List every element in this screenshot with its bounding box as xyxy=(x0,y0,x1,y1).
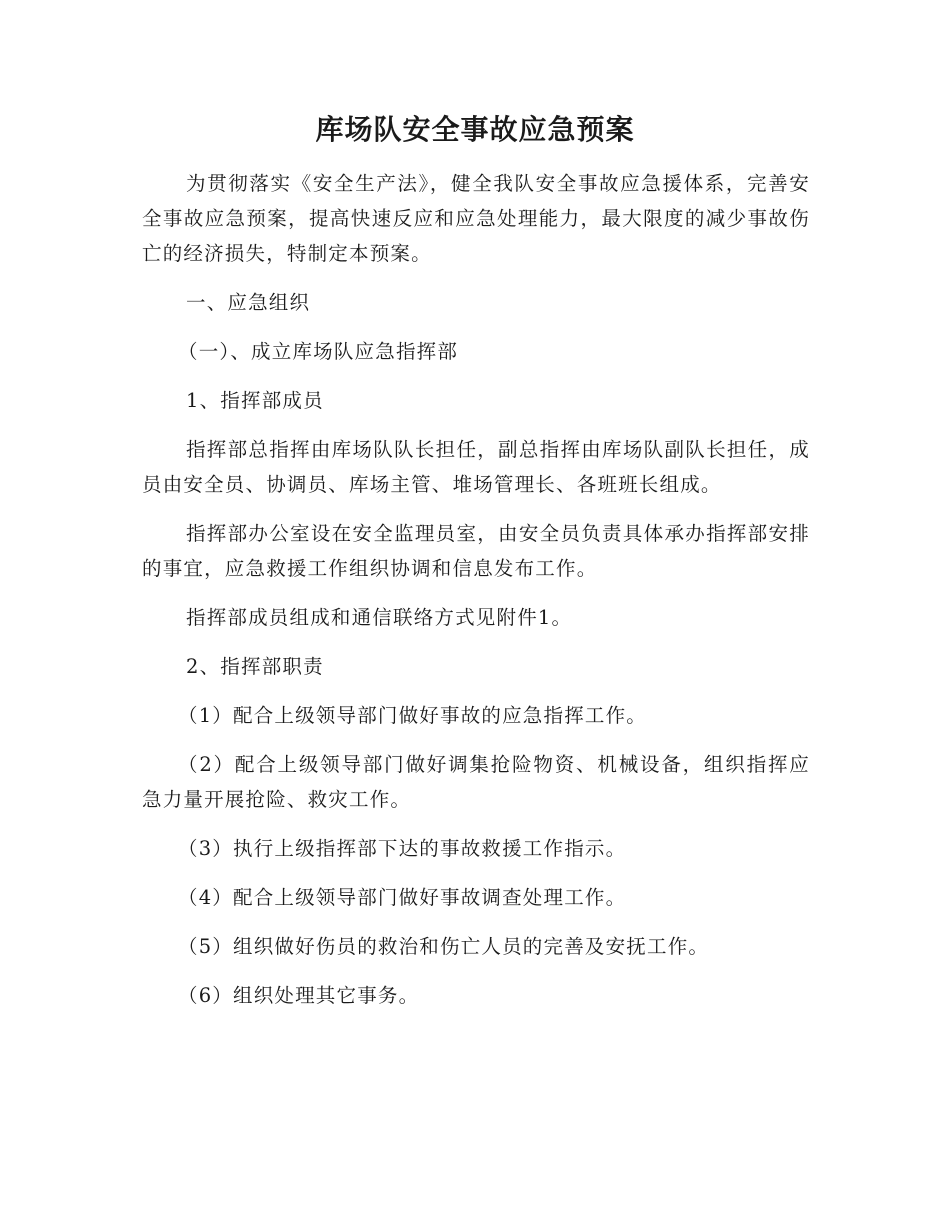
heading-duties: 2、指挥部职责 xyxy=(186,655,324,678)
paragraph-intro: 为贯彻落实《安全生产法》，健全我队安全事故应急援体系，完善安全事故应急预案，提高快速反应和应急处理能力，最大限度的减少事故伤亡的经济损失，特制定本预案。 xyxy=(142,172,810,265)
duty-item-5: （5）组织做好伤员的救治和伤亡人员的完善及安抚工作。 xyxy=(178,935,710,958)
document-title: 库场队安全事故应急预案 xyxy=(315,113,635,146)
heading-members: 1、指挥部成员 xyxy=(186,389,324,412)
duty-item-6: （6）组织处理其它事务。 xyxy=(178,984,420,1007)
duty-item-1: （1）配合上级领导部门做好事故的应急指挥工作。 xyxy=(178,704,648,727)
heading-command-center: （一）、成立库场队应急指挥部 xyxy=(178,340,459,363)
paragraph-contacts: 指挥部成员组成和通信联络方式见附件1。 xyxy=(186,606,573,629)
paragraph-members: 指挥部总指挥由库场队队长担任，副总指挥由库场队副队长担任，成员由安全员、协调员、库场主管、堆场管理长、各班班长组成。 xyxy=(142,438,810,496)
duty-item-4: （4）配合上级领导部门做好事故调查处理工作。 xyxy=(178,886,627,909)
document-body xyxy=(142,166,810,1027)
duty-item-3: （3）执行上级指挥部下达的事故救援工作指示。 xyxy=(178,837,627,860)
paragraph-office: 指挥部办公室设在安全监理员室，由安全员负责具体承办指挥部安排的事宜，应急救援工作组织协调和信息发布工作。 xyxy=(142,522,810,580)
duty-item-2: （2）配合上级领导部门做好调集抢险物资、机械设备，组织指挥应急力量开展抢险、救灾工作。 xyxy=(142,753,810,811)
heading-emergency-organization: 一、应急组织 xyxy=(186,291,311,314)
